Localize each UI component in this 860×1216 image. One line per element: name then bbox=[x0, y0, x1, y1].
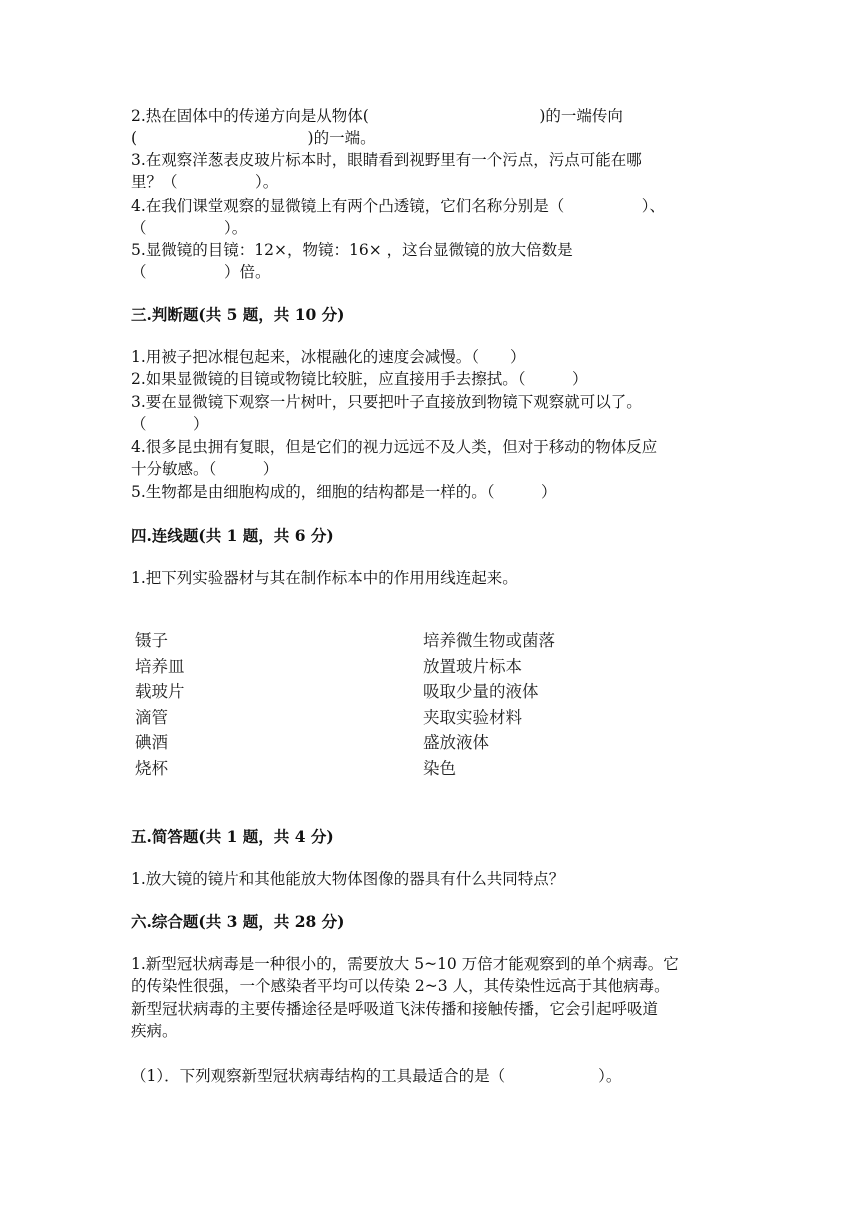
comprehensive-q1-line4: 疾病。 bbox=[131, 1022, 178, 1040]
section-match-heading: 四.连线题(共 1 题，共 6 分) bbox=[131, 526, 334, 545]
fill-q2-line1: 2.热在固体中的传递方向是从物体( )的一端传向 bbox=[131, 107, 623, 125]
match-left-item: 碘酒 bbox=[135, 733, 168, 752]
fill-q4-line1: 4.在我们课堂观察的显微镜上有两个凸透镜，它们名称分别是（ ）、 bbox=[131, 197, 666, 215]
match-left-column bbox=[135, 628, 185, 781]
judge-q2: 2.如果显微镜的目镜或物镜比较脏，应直接用手去擦拭。（ ） bbox=[131, 370, 588, 388]
match-left-item: 培养皿 bbox=[135, 656, 185, 676]
match-left-item: 镊子 bbox=[135, 631, 168, 650]
judge-q3-line1: 3.要在显微镜下观察一片树叶，只要把叶子直接放到物镜下观察就可以了。 bbox=[131, 393, 642, 411]
short-answer-q1: 1.放大镜的镜片和其他能放大物体图像的器具有什么共同特点？ bbox=[131, 870, 565, 888]
match-right-item: 夹取实验材料 bbox=[423, 707, 522, 727]
section-short-answer-heading: 五.简答题(共 1 题，共 4 分) bbox=[131, 827, 334, 846]
match-right-item: 染色 bbox=[423, 758, 456, 778]
comprehensive-q1-line1: 1.新型冠状病毒是一种很小的，需要放大 5~10 万倍才能观察到的单个病毒。它 bbox=[131, 955, 679, 973]
comprehensive-q1-line2: 的传染性很强，一个感染者平均可以传染 2~3 人，其传染性远高于其他病毒。 bbox=[131, 977, 670, 995]
match-left-item: 载玻片 bbox=[135, 682, 185, 701]
match-right-column bbox=[423, 628, 555, 781]
judge-q4-line1: 4.很多昆虫拥有复眼，但是它们的视力远远不及人类，但对于移动的物体反应 bbox=[131, 438, 658, 456]
judge-q5: 5.生物都是由细胞构成的，细胞的结构都是一样的。（ ） bbox=[131, 483, 557, 501]
fill-q3-line1: 3.在观察洋葱表皮玻片标本时，眼睛看到视野里有一个污点，污点可能在哪 bbox=[131, 151, 642, 169]
match-right-item: 培养微生物或菌落 bbox=[423, 631, 555, 650]
fill-q5-line2: （ ）倍。 bbox=[131, 263, 271, 281]
match-right-item: 吸取少量的液体 bbox=[423, 682, 539, 701]
section-judge-heading: 三.判断题(共 5 题，共 10 分) bbox=[131, 305, 345, 324]
comprehensive-q1-line3: 新型冠状病毒的主要传播途径是呼吸道飞沫传播和接触传播，它会引起呼吸道 bbox=[131, 1000, 659, 1018]
match-left-item: 烧杯 bbox=[135, 758, 168, 778]
comprehensive-sub1: （1）．下列观察新型冠状病毒结构的工具最适合的是（ ）。 bbox=[131, 1067, 622, 1085]
match-right-item: 放置玻片标本 bbox=[423, 656, 522, 676]
fill-q3-line2: 里？（ ）。 bbox=[131, 173, 279, 191]
judge-q3-line2: （ ） bbox=[131, 415, 209, 433]
judge-q1: 1.用被子把冰棍包起来，冰棍融化的速度会减慢。（ ） bbox=[131, 348, 526, 366]
fill-q2-line2: ( )的一端。 bbox=[131, 129, 376, 147]
match-q1: 1.把下列实验器材与其在制作标本中的作用用线连起来。 bbox=[131, 569, 518, 587]
section-comprehensive-heading: 六.综合题(共 3 题，共 28 分) bbox=[131, 912, 345, 931]
match-right-item: 盛放液体 bbox=[423, 733, 489, 752]
fill-q4-line2: （ ）。 bbox=[131, 219, 248, 237]
match-left-item: 滴管 bbox=[135, 707, 168, 727]
fill-q5-line1: 5.显微镜的目镜：12×，物镜：16× ，这台显微镜的放大倍数是 bbox=[131, 241, 573, 259]
judge-q4-line2: 十分敏感。（ ） bbox=[131, 460, 279, 478]
